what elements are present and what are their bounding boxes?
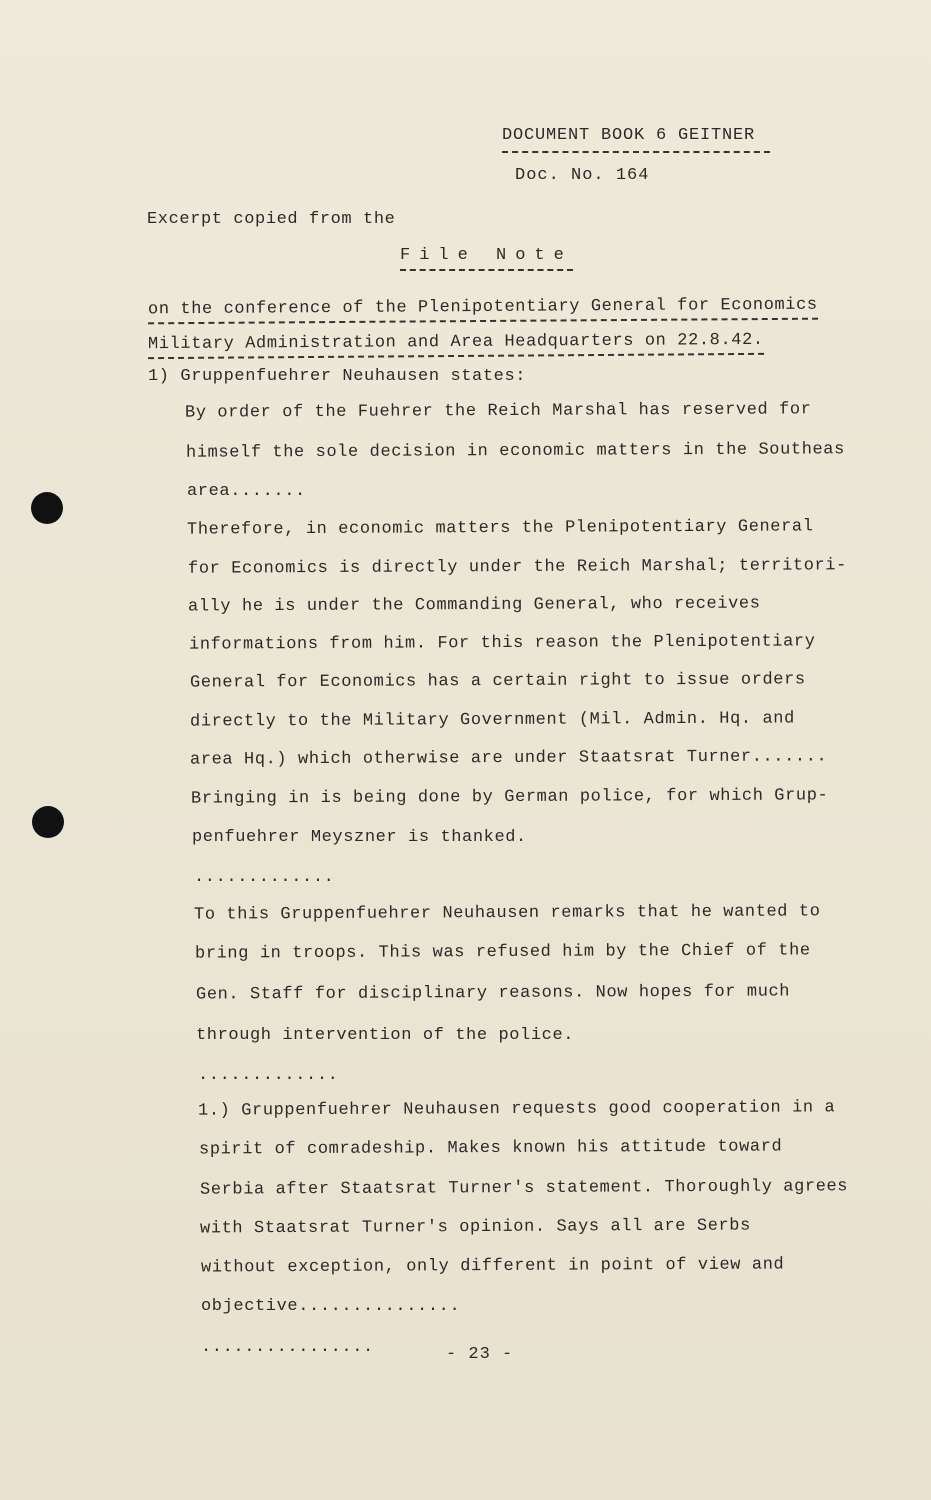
punch-hole-bottom xyxy=(32,806,64,838)
body-line: ............. xyxy=(198,1066,339,1085)
body-line: through intervention of the police. xyxy=(196,1026,575,1045)
document-book-label: DOCUMENT BOOK 6 GEITNER xyxy=(502,126,770,153)
body-line: bring in troops. This was refused him by the Chief of the xyxy=(194,941,811,964)
body-line: informations from him. For this reason the Plenipotentiary xyxy=(188,632,816,655)
body-line: General for Economics has a certain right to issue orders xyxy=(189,670,806,693)
body-line: Serbia after Staatsrat Turner's statement. Thoroughly agrees xyxy=(199,1177,849,1200)
body-line: ally he is under the Commanding General, who receives xyxy=(187,594,761,617)
document-title: File Note xyxy=(400,246,573,271)
intro-text: Excerpt copied from the xyxy=(147,210,396,229)
body-line: without exception, only different in point of view and xyxy=(200,1255,785,1278)
body-line: area Hq.) which otherwise are under Staatsrat Turner....... xyxy=(189,747,828,770)
body-line: objective............... xyxy=(201,1297,461,1316)
body-line: area....... xyxy=(187,482,306,501)
punch-hole-top xyxy=(31,492,63,524)
body-line: To this Gruppenfuehrer Neuhausen remarks that he wanted to xyxy=(193,902,821,925)
body-line: spirit of comradeship. Makes known his attitude toward xyxy=(198,1137,783,1160)
subtitle-line-1: on the conference of the Plenipotentiary General for Economics xyxy=(148,296,818,325)
body-line: By order of the Fuehrer the Reich Marshal has reserved for xyxy=(184,400,812,423)
body-line: Therefore, in economic matters the Plenipotentiary General xyxy=(186,517,814,540)
body-line: himself the sole decision in economic matters in the Southeas xyxy=(185,440,845,463)
body-line: Gen. Staff for disciplinary reasons. Now hopes for much xyxy=(195,982,791,1005)
body-line: ................ xyxy=(201,1338,374,1357)
body-line: ............. xyxy=(194,868,335,887)
body-line: 1) Gruppenfuehrer Neuhausen states: xyxy=(148,367,527,386)
page-number: - 23 - xyxy=(446,1345,514,1364)
document-book-heading xyxy=(502,126,770,153)
subtitle-line-2: Military Administration and Area Headquarters on 22.8.42. xyxy=(148,331,764,359)
body-line: penfuehrer Meyszner is thanked. xyxy=(192,828,527,847)
body-line: with Staatsrat Turner's opinion. Says all are Serbs xyxy=(199,1216,751,1239)
body-line: directly to the Military Government (Mil. Admin. Hq. and xyxy=(189,709,795,732)
body-line: 1.) Gruppenfuehrer Neuhausen requests good cooperation in a xyxy=(197,1098,836,1121)
body-line: Bringing in is being done by German police, for which Grup- xyxy=(190,786,829,809)
body-line: for Economics is directly under the Reich Marshal; territori- xyxy=(187,556,847,579)
doc-number: Doc. No. 164 xyxy=(515,166,650,185)
